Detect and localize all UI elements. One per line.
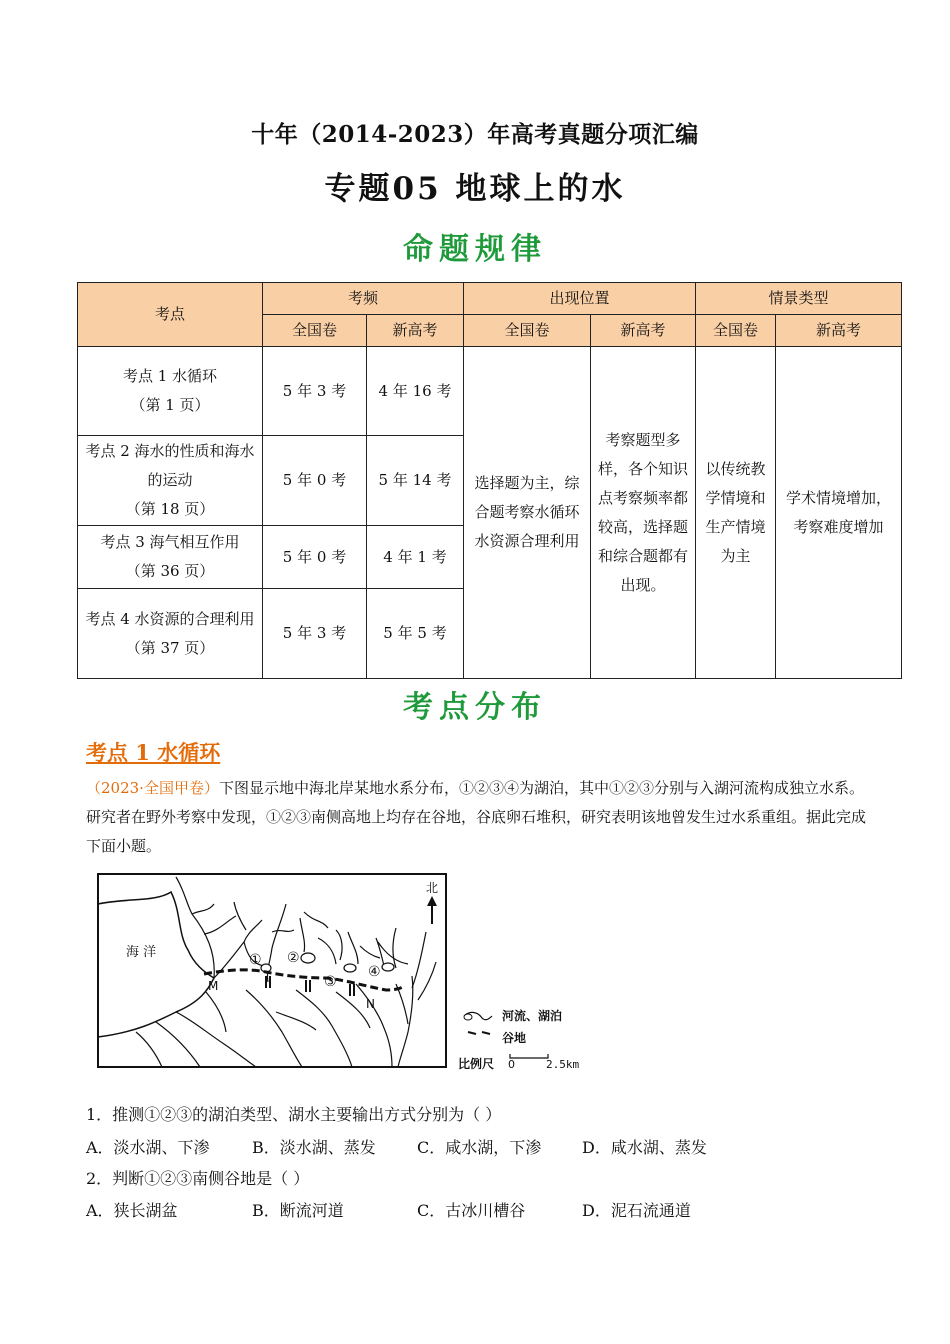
distribution-heading: 考点分布 [403,690,547,725]
freq-new: 5 年 14 考 [367,436,464,526]
header-scene: 情景类型 [696,283,902,315]
question-1-option-a: A．淡水湖、下渗 [86,1138,210,1157]
question-1-stem: 1．推测①②③的湖泊类型、湖水主要输出方式分别为（ ） [86,1105,502,1124]
kaodian-name: 考点 4 水资源的合理利用 [85,609,255,628]
subheader-new: 新高考 [591,315,696,347]
subheader-new: 新高考 [776,315,902,347]
header-kaopin: 考频 [263,283,464,315]
freq-national: 5 年 0 考 [263,436,367,526]
kaodian1-title: 考点 1 水循环 [86,740,221,765]
lake-label-3: ③ [324,974,337,990]
coastline [98,892,214,1037]
question-1-option-c: C．咸水湖，下渗 [417,1138,542,1157]
question-2-option-d: D．泥石流通道 [582,1201,691,1220]
scene-new: 学术情境增加，考察难度增加 [776,347,902,679]
intro-text: 下图显示地中海北岸某地水系分布，①②③④为湖泊，其中①②③分别与入湖河流构成独立水系。研究者在野外考察中发现，①②③南侧高地上均存在谷地，谷底卵石堆积，研究表明该地曾发生过水系重组。据此完成下面小题。 [86,779,867,855]
freq-national: 5 年 0 考 [263,526,367,589]
kaodian-cell [78,436,263,526]
position-national: 选择题为主，综合题考察水循环水资源合理利用 [464,347,591,679]
freq-national: 5 年 3 考 [263,347,367,436]
point-m-label: M [208,979,219,993]
kaodian-cell [78,589,263,679]
question-2-option-b: B．断流河道 [252,1201,344,1220]
scene-national: 以传统教学情境和生产情境为主 [696,347,776,679]
kaodian-name: 考点 3 海气相互作用 [100,533,240,551]
lake-label-2: ② [287,950,300,966]
north-arrow-icon [427,896,437,924]
legend-river-icon [464,1012,492,1020]
freq-new: 4 年 16 考 [367,347,464,436]
sea-label: 海 洋 [126,945,157,960]
subheader-national: 全国卷 [263,315,367,347]
header-position: 出现位置 [464,283,696,315]
subheader-new: 新高考 [367,315,464,347]
table-row [78,347,902,436]
map-frame [98,874,446,1067]
kaodian-cell [78,347,263,436]
scale-label: 比例尺 [458,1057,495,1071]
lake-label-1: ① [249,952,262,968]
rules-heading: 命题规律 [403,232,547,267]
series-title: 十年（2014-2023）年高考真题分项汇编 [251,121,699,148]
legend-valley-icon [468,1032,490,1034]
freq-new: 4 年 1 考 [367,526,464,589]
subheader-national: 全国卷 [696,315,776,347]
kaodian-page: （第 18 页） [125,500,215,518]
rules-table [77,282,902,679]
kaodian-page: （第 37 页） [125,638,215,657]
position-new: 考察题型多样，各个知识点考察频率都较高，选择题和综合题都有出现。 [591,347,696,679]
question-1-option-b: B．淡水湖、蒸发 [252,1138,376,1157]
scale-zero: 0 [508,1058,515,1071]
scale-value: 2.5km [546,1058,580,1071]
lake-label-4: ④ [368,964,381,980]
scale-bar [510,1054,548,1058]
freq-national: 5 年 3 考 [263,589,367,679]
kaodian-name: 考点 2 海水的性质和海水的运动 [85,442,255,489]
header-kaodian: 考点 [78,283,263,347]
question-2-option-c: C．古冰川槽谷 [417,1201,526,1220]
kaodian-cell [78,526,263,589]
river-system-map [96,872,586,1072]
point-n-label: N [366,997,375,1011]
question-source: （2023·全国甲卷） [86,779,219,797]
subheader-national: 全国卷 [464,315,591,347]
kaodian-page: （第 1 页） [130,396,210,414]
rivers-lower [136,932,436,1067]
legend-river-label: 河流、湖泊 [502,1009,563,1023]
north-label: 北 [426,881,439,895]
kaodian-page: （第 36 页） [125,562,215,580]
question-1-option-d: D．咸水湖、蒸发 [582,1138,707,1157]
question-intro [86,774,876,861]
kaodian-name: 考点 1 水循环 [122,367,218,385]
question-2-option-a: A．狭长湖盆 [86,1201,178,1220]
legend-valley-label: 谷地 [502,1031,527,1045]
freq-new: 5 年 5 考 [367,589,464,679]
topic-title: 专题05 地球上的水 [324,171,626,207]
question-2-stem: 2．判断①②③南侧谷地是（ ） [86,1169,310,1188]
